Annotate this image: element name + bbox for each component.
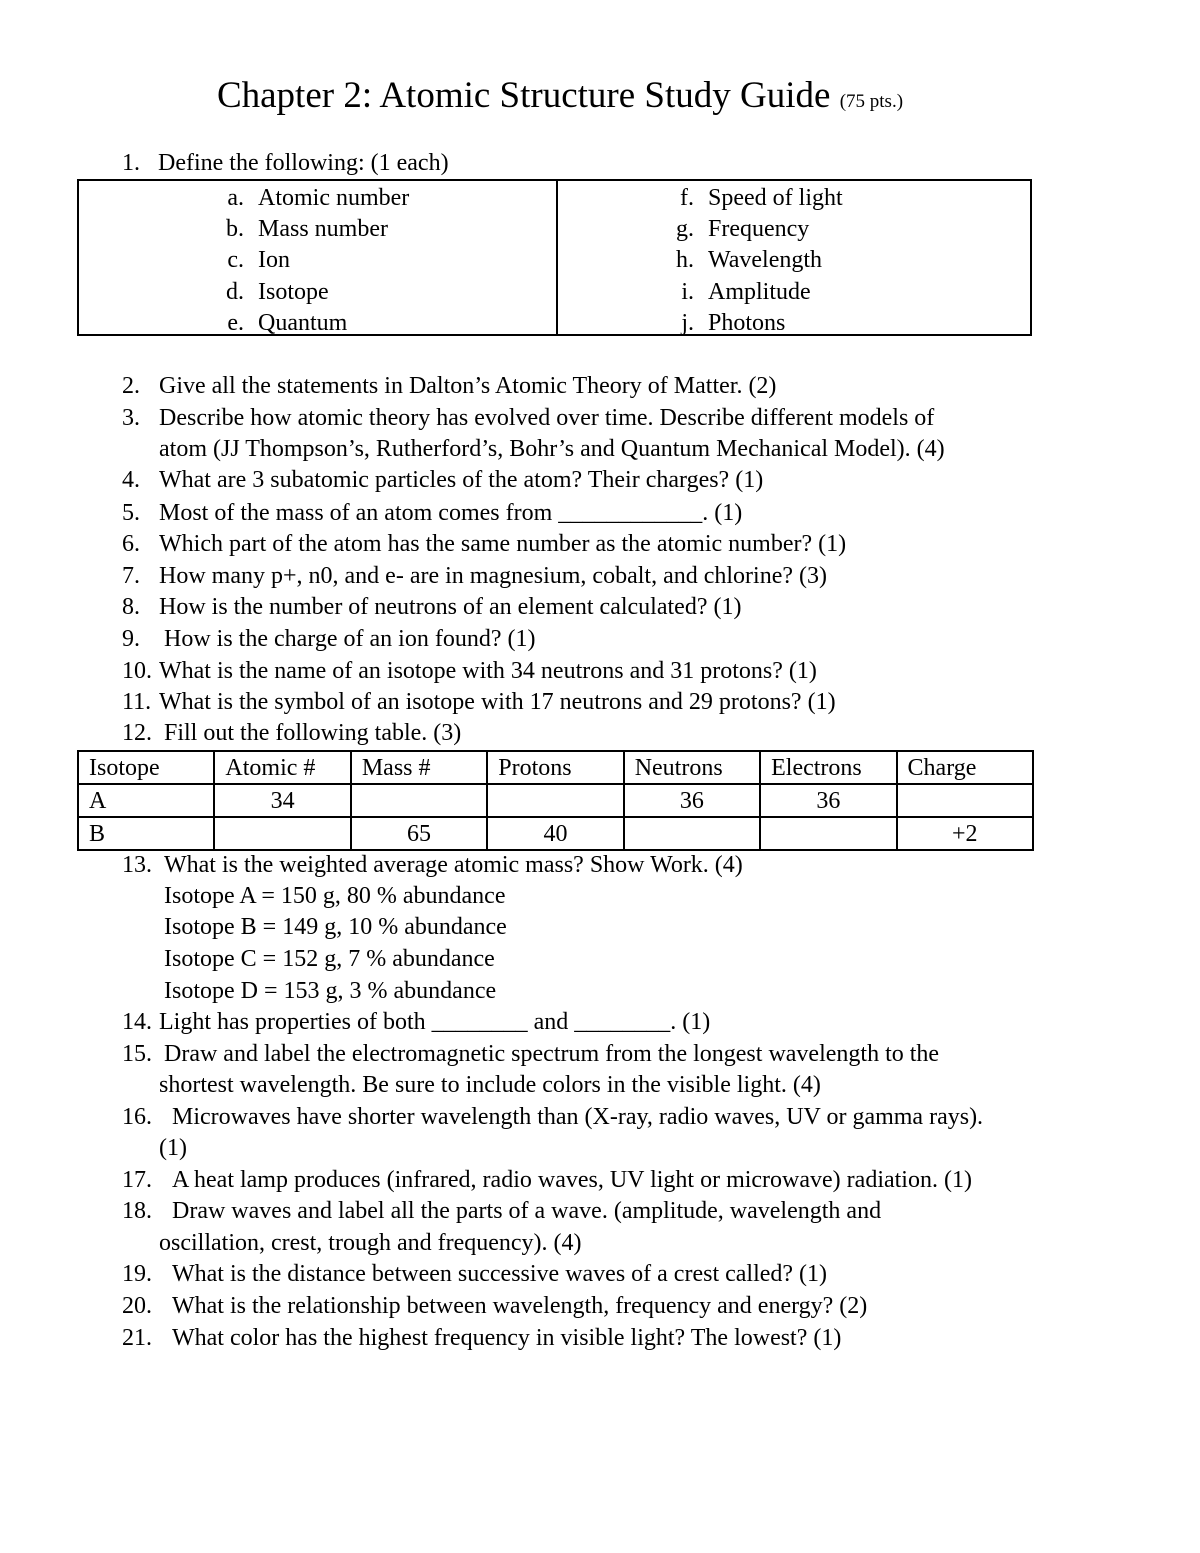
question-number: 9. — [122, 626, 140, 652]
question-18 — [122, 1196, 881, 1227]
question-text: Light has properties of both ________ and ________. (1) — [159, 1009, 711, 1035]
question-text: Most of the mass of an atom comes from ____________. (1) — [159, 500, 743, 526]
isotope-line: Isotope D = 153 g, 3 % abundance — [164, 978, 497, 1004]
definition-term: f. Speed of light — [680, 185, 843, 211]
question-text: Describe how atomic theory has evolved over time. Describe different models of — [159, 405, 935, 431]
question-number: 20. — [122, 1293, 152, 1319]
question-text: How many p+, n0, and e- are in magnesium, cobalt, and chlorine? (3) — [159, 563, 827, 589]
definition-term: j. Photons — [681, 310, 786, 336]
isotope-line: Isotope A = 150 g, 80 % abundance — [164, 883, 506, 909]
question-15-continued: shortest wavelength. Be sure to include colors in the visible light. (4) — [159, 1072, 821, 1098]
table-cell — [624, 817, 760, 850]
definition-term: i. Amplitude — [681, 279, 811, 305]
definition-term: c. Ion — [227, 247, 290, 273]
table-cell — [487, 784, 623, 817]
isotope-table — [77, 750, 1034, 851]
question-3 — [122, 403, 934, 434]
question-text: Fill out the following table. (3) — [164, 720, 462, 746]
question-number: 14. — [122, 1009, 152, 1035]
question-number: 16. — [122, 1104, 152, 1130]
question-number: 10. — [122, 658, 152, 684]
question-number: 4. — [122, 467, 140, 493]
question-number: 1. — [122, 150, 140, 176]
table-cell: 65 — [351, 817, 487, 850]
question-text: What color has the highest frequency in visible light? The lowest? (1) — [172, 1325, 842, 1351]
question-3-continued: atom (JJ Thompson’s, Rutherford’s, Bohr’s and Quantum Mechanical Model). (4) — [159, 436, 945, 462]
question-number: 11. — [122, 689, 152, 715]
question-9 — [122, 624, 535, 655]
question-12 — [122, 718, 461, 749]
table-cell — [351, 784, 487, 817]
question-text: What are 3 subatomic particles of the atom? Their charges? (1) — [159, 467, 764, 493]
question-13 — [122, 850, 743, 881]
definition-term: g. Frequency — [676, 216, 810, 242]
table-cell — [897, 784, 1033, 817]
title-text: Chapter 2: Atomic Structure Study Guide — [216, 75, 831, 116]
question-8 — [122, 592, 741, 623]
definitions-box — [77, 179, 1032, 336]
question-16-continued: (1) — [159, 1135, 187, 1161]
table-cell: 40 — [487, 817, 623, 850]
question-text: Draw and label the electromagnetic spectrum from the longest wavelength to the — [164, 1041, 940, 1067]
table-header-cell: Protons — [487, 751, 623, 784]
definition-term: d. Isotope — [226, 279, 329, 305]
question-text: Draw waves and label all the parts of a wave. (amplitude, wavelength and — [172, 1198, 882, 1224]
table-header-cell: Atomic # — [214, 751, 350, 784]
question-5 — [122, 498, 742, 529]
question-number: 15. — [122, 1041, 152, 1067]
question-text: What is the weighted average atomic mass? Show Work. (4) — [164, 852, 743, 878]
question-10 — [122, 656, 817, 687]
question-14 — [122, 1007, 710, 1038]
table-cell: B — [78, 817, 214, 850]
definitions-divider — [556, 181, 558, 334]
question-text: How is the charge of an ion found? (1) — [164, 626, 536, 652]
definition-term: h. Wavelength — [676, 247, 823, 273]
table-row — [78, 784, 1033, 817]
table-header-cell: Electrons — [760, 751, 896, 784]
table-header-cell: Isotope — [78, 751, 214, 784]
table-header-row — [78, 751, 1033, 784]
question-number: 19. — [122, 1261, 152, 1287]
question-number: 5. — [122, 500, 140, 526]
question-number: 21. — [122, 1325, 152, 1351]
question-text: Microwaves have shorter wavelength than (X-ray, radio waves, UV or gamma rays). — [172, 1104, 984, 1130]
question-number: 6. — [122, 531, 140, 557]
question-20 — [122, 1291, 867, 1322]
question-number: 8. — [122, 594, 140, 620]
table-cell: 36 — [760, 784, 896, 817]
question-4 — [122, 465, 763, 496]
page-title — [0, 72, 1120, 126]
question-text: A heat lamp produces (infrared, radio waves, UV light or microwave) radiation. (1) — [172, 1167, 972, 1193]
title-points: (75 pts.) — [839, 91, 904, 112]
question-18-continued: oscillation, crest, trough and frequency). (4) — [159, 1230, 582, 1256]
question-text: Give all the statements in Dalton’s Atomic Theory of Matter. (2) — [159, 373, 777, 399]
question-17 — [122, 1165, 972, 1196]
table-header-cell: Charge — [897, 751, 1033, 784]
question-text: How is the number of neutrons of an element calculated? (1) — [159, 594, 742, 620]
question-16 — [122, 1102, 983, 1133]
table-header-cell: Neutrons — [624, 751, 760, 784]
table-cell: 34 — [214, 784, 350, 817]
question-number: 13. — [122, 852, 152, 878]
isotope-line: Isotope C = 152 g, 7 % abundance — [164, 946, 495, 972]
question-15 — [122, 1039, 939, 1070]
question-text: What is the distance between successive waves of a crest called? (1) — [172, 1261, 828, 1287]
question-number: 12. — [122, 720, 152, 746]
definition-term: a. Atomic number — [227, 185, 410, 211]
table-header-cell: Mass # — [351, 751, 487, 784]
question-6 — [122, 529, 846, 560]
question-number: 18. — [122, 1198, 152, 1224]
isotope-line: Isotope B = 149 g, 10 % abundance — [164, 914, 507, 940]
table-cell: A — [78, 784, 214, 817]
table-row — [78, 817, 1033, 850]
question-number: 17. — [122, 1167, 152, 1193]
question-number: 2. — [122, 373, 140, 399]
question-number: 3. — [122, 405, 140, 431]
table-cell — [760, 817, 896, 850]
table-cell: 36 — [624, 784, 760, 817]
definition-term: e. Quantum — [227, 310, 348, 336]
question-text: What is the relationship between wavelength, frequency and energy? (2) — [172, 1293, 868, 1319]
question-1 — [122, 148, 449, 179]
question-7 — [122, 561, 827, 592]
definition-term: b. Mass number — [226, 216, 388, 242]
table-cell: +2 — [897, 817, 1033, 850]
question-21 — [122, 1323, 841, 1354]
question-2 — [122, 371, 776, 402]
question-text: Define the following: (1 each) — [158, 150, 449, 176]
question-text: Which part of the atom has the same number as the atomic number? (1) — [159, 531, 847, 557]
question-text: What is the symbol of an isotope with 17 neutrons and 29 protons? (1) — [159, 689, 836, 715]
question-text: What is the name of an isotope with 34 neutrons and 31 protons? (1) — [159, 658, 817, 684]
question-11 — [122, 687, 836, 718]
table-cell — [214, 817, 350, 850]
question-number: 7. — [122, 563, 140, 589]
question-19 — [122, 1259, 827, 1290]
